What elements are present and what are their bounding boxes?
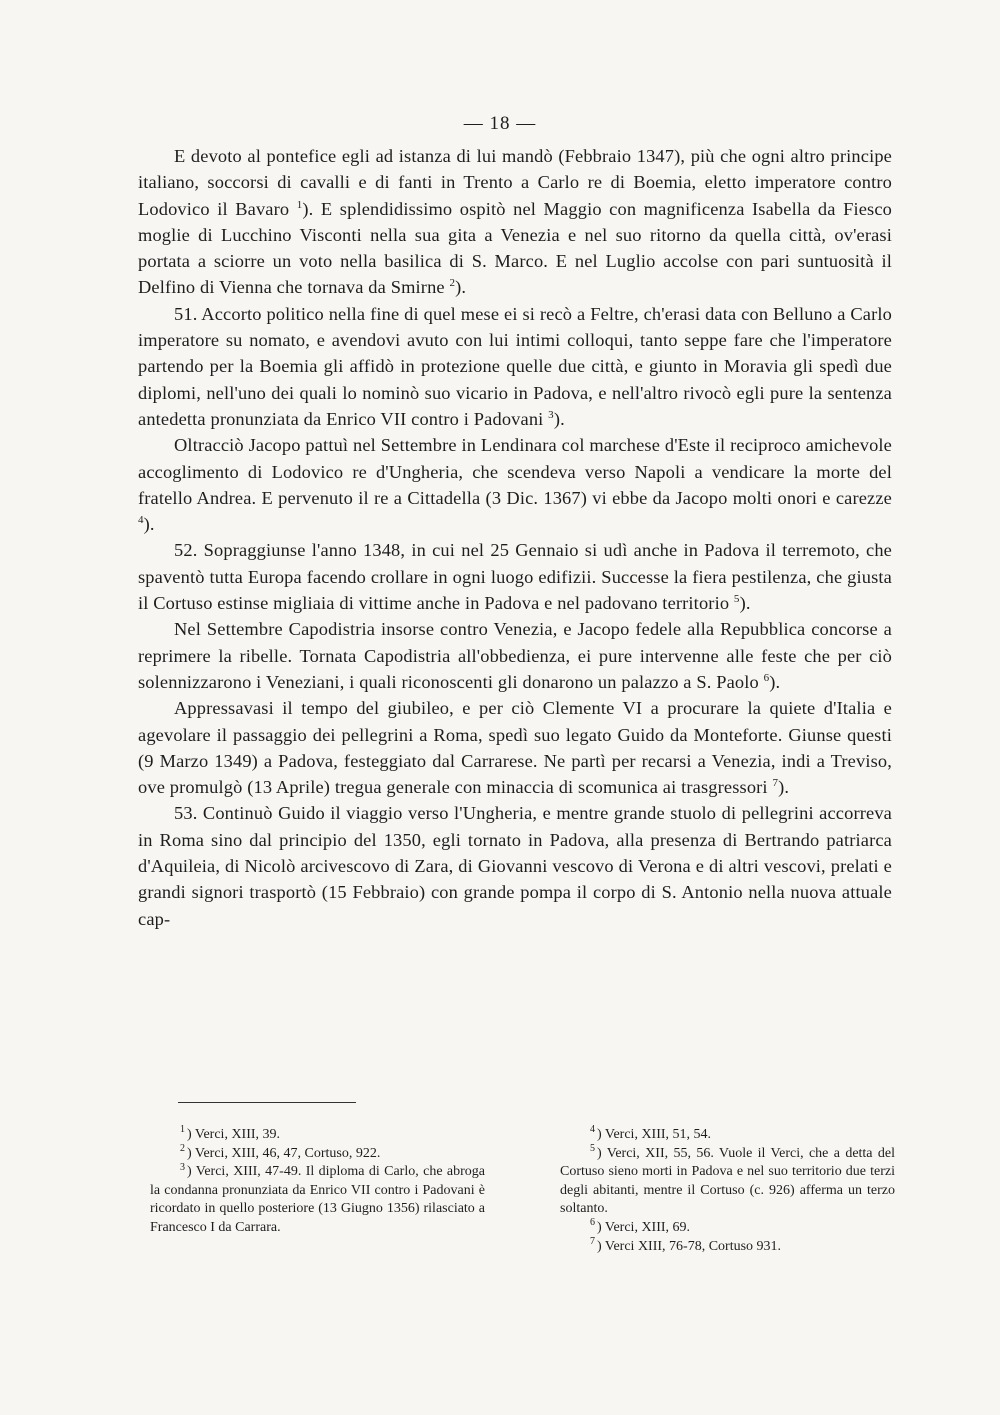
footnote-marker: 6 [590,1217,595,1229]
footnote [560,1219,895,1238]
footnotes-left-column [150,1126,485,1238]
footnote-reference: 7 [772,777,779,789]
footnotes-right-column [560,1126,895,1256]
footnote-text: ) Verci, XII, 55, 56. Vuole il Verci, che a detta del Cortuso sieno morti in Padova e nel suo territorio due terzi degli abitanti, mentre il Cortuso (c. 926) afferma un terzo soltanto. [560,1145,895,1217]
paragraph-text: Oltracciò Jacopo pattuì nel Settembre in Lendinara col marchese d'Este il reciproco amichevole accoglimento di Lodovico re d'Ungheria, che scendeva verso Napoli a vendicare la morte del fratello Andrea. E pervenuto il re a Cittadella (3 Dic. 1367) vi ebbe da Jacopo molti onori e carezze [138,435,892,508]
page-number: — 18 — [463,113,537,134]
paragraph-text: ). [553,408,565,429]
footnote-divider [178,1102,356,1103]
paragraph-text: ). [143,514,155,535]
footnote-marker: 2 [180,1142,185,1154]
paragraph-text: E devoto al pontefice egli ad istanza di lui mandò (Febbraio 1347), più che ogni altro principe italiano, soccorsi di cavalli e di fanti in Trento a Carlo re di Boemia, eletto imperatore contro Lodovico il Bavaro [138,146,892,219]
footnote [560,1142,895,1219]
footnote-reference: 6 [763,671,770,684]
footnote [150,1142,485,1164]
paragraph [138,143,892,301]
paragraph-text: 53. Continuò Guido il viaggio verso l'Ungheria, e mentre grande stuolo di pellegrini accorreva in Roma sino dal principio del 1350, egli tornato in Padova, alla presenza di Bertrando patriarca d'Aquileia, di Nicolò arcivescovo di Zara, di Giovanni vescovo di Verona e di altri vescovi, prelati e grandi signori trasportò (15 Febbraio) con grande pompa il corpo di S. Antonio nella nuova attuale cap- [138,803,892,929]
footnote-text: ) Verci XIII, 76-78, Cortuso 931. [597,1238,782,1254]
footnote-reference: 5 [733,592,740,605]
paragraph [138,616,892,695]
footnote-text: ) Verci, XIII, 39. [187,1127,281,1142]
paragraph [138,695,892,800]
paragraph-text: ). [769,671,781,692]
footnote-reference: 4 [138,514,144,527]
body-text [138,143,892,932]
footnote-marker: 7 [590,1235,595,1247]
footnote-reference: 2 [449,277,456,290]
paragraph [138,432,892,537]
paragraph-text: ). [778,777,790,798]
footnote [560,1126,895,1145]
paragraph [138,301,892,432]
paragraph-text: Appressavasi il tempo del giubileo, e per ciò Clemente VI a procurare la quiete d'Italia e agevolare il passaggio dei pellegrini a Roma, spedì suo legato Guido da Monteforte. Giunse questi (9 Marzo 1349) a Padova, festeggiato dal Carrarese. Ne partì per recarsi a Venezia, indi a Treviso, ove promulgò (13 Aprile) tregua generale con minaccia di scomunica ai trasgressori [138,698,892,798]
paragraph-text: 52. Sopraggiunse l'anno 1348, in cui nel 25 Gennaio si udì anche in Padova il terremoto, che spaventò tutta Europa facendo crollare in ogni luogo edifizii. Successe la fiera pestilenza, che giusta il Cortuso estinse migliaia di vittime anche in Padova e nel padovano territorio [138,540,892,614]
footnote-reference: 3 [548,408,554,421]
paragraph-text: ). E splendidissimo ospitò nel Maggio con magnificenza Isabella da Fiesco moglie di Lucchino Visconti nella sua gita a Venezia e nel suo ritorno da quella città, ov'erasi portata a sciorre un voto nella basilica di S. Marco. E nel Luglio accolse con pari suntuosità il Delfino di Vienna che tornava da Smirne [138,198,893,298]
paragraph [138,537,892,616]
footnote-text: ) Verci, XIII, 69. [597,1219,691,1235]
footnote-text: ) Verci, XIII, 46, 47, Cortuso, 922. [187,1145,381,1161]
paragraph-text: 51. Accorto politico nella fine di quel mese ei si recò a Feltre, ch'erasi data con Belluno a Carlo imperatore su nomato, e avendovi avuto con lui intimi colloqui, tanto seppe fare che l'imperatore partendo per la Boemia gli affidò in protezione quelle due città, e giunto in Moravia gli spedì due diplomi, nell'uno dei quali lo nominò suo vicario in Padova, e nell'altro rivocò egli pure la sentenza antedetta pronunziata da Enrico VII contro i Padovani [138,303,892,429]
footnote-reference: 1 [296,198,303,211]
paragraph-text: Nel Settembre Capodistria insorse contro Venezia, e Jacopo fedele alla Repubblica concorse a reprimere la ribelle. Tornata Capodistria all'obbedienza, ei pure intervenne alle feste che per ciò solennizzarono i Veneziani, i quali riconoscenti gli donarono un palazzo a S. Paolo [138,619,892,692]
footnote-text: ) Verci, XIII, 51, 54. [597,1127,712,1142]
paragraph-text: ). [739,593,751,614]
footnote-marker: 3 [180,1161,185,1173]
footnote [560,1235,895,1257]
footnote-marker: 4 [590,1124,595,1136]
paragraph [138,800,892,931]
paragraph-text: ). [455,277,467,298]
footnote-text: ) Verci, XIII, 47-49. Il diploma di Carlo, che abroga la condanna pronunziata da Enrico VII contro i Padovani è ricordato in quello posteriore (13 Giugno 1356) rilasciato a Francesco I da Carrara. [150,1164,485,1235]
footnote-marker: 1 [180,1124,185,1136]
footnote-marker: 5 [590,1142,595,1154]
footnote [150,1163,485,1237]
footnote [150,1126,485,1145]
